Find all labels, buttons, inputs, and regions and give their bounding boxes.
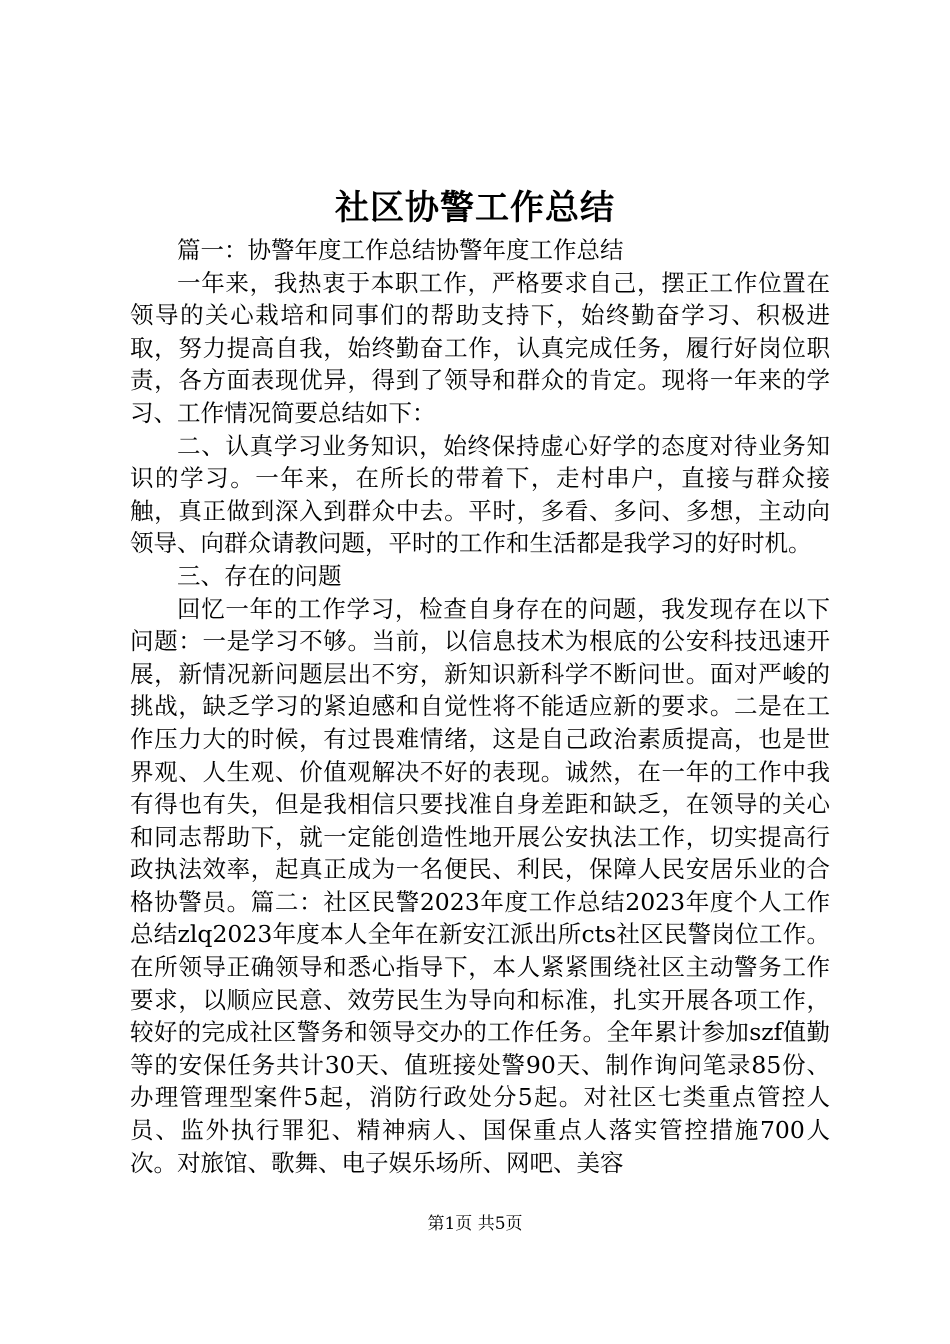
paragraph-intro: 一年来，我热衷于本职工作，严格要求自己，摆正工作位置在领导的关心栽培和同事们的帮助支持下，始终勤奋学习、积极进取，努力提高自我，始终勤奋工作，认真完成任务，履行好岗位职责，各方面表现优异，得到了领导和群众的肯定。现将一年来的学习、工作情况简要总结如下：	[130, 268, 830, 427]
paragraph-problems-body: 回忆一年的工作学习，检查自身存在的问题，我发现存在以下问题：一是学习不够。当前，以信息技术为根底的公安科技迅速开展，新情况新问题层出不穷，新知识新科学不断问世。面对严峻的挑战，缺乏学习的紧迫感和自觉性将不能适应新的要求。二是在工作压力大的时候，有过畏难情绪，这是自己政治素质提高，也是世界观、人生观、价值观解决不好的表现。诚然，在一年的工作中我有得也有失，但是我相信只要找准自身差距和缺乏，在领导的关心和同志帮助下，就一定能创造性地开展公安执法工作，切实提高行政执法效率，起真正成为一名便民、利民，保障人民安居乐业的合格协警员。篇二：社区民警2023年度工作总结2023年度个人工作总结zlq2023年度本人全年在新安江派出所cts社区民警岗位工作。在所领导正确领导和悉心指导下，本人紧紧围绕社区主动警务工作要求，以顺应民意、效劳民生为导向和标准，扎实开展各项工作，较好的完成社区警务和领导交办的工作任务。全年累计参加szf值勤等的安保任务共计30天、值班接处警90天、制作询问笔录85份、办理管理型案件5起，消防行政处分5起。对社区七类重点管控人员、监外执行罪犯、精神病人、国保重点人落实管控措施700人次。对旅馆、歌舞、电子娱乐场所、网吧、美容	[130, 594, 830, 1177]
page-number-footer: 第1页 共5页	[427, 1214, 523, 1234]
document-title: 社区协警工作总结	[335, 188, 615, 228]
document-body	[130, 234, 830, 1179]
paragraph-problems-heading: 三、存在的问题	[177, 561, 342, 590]
paragraph-study: 二、认真学习业务知识，始终保持虚心好学的态度对待业务知识的学习。一年来，在所长的带着下，走村串户，直接与群众接触，真正做到深入到群众中去。平时，多看、多问、多想，主动向领导、向群众请教问题，平时的工作和生活都是我学习的好时机。	[130, 431, 830, 558]
paragraph-section-one-heading: 篇一：协警年度工作总结协警年度工作总结	[177, 236, 624, 264]
